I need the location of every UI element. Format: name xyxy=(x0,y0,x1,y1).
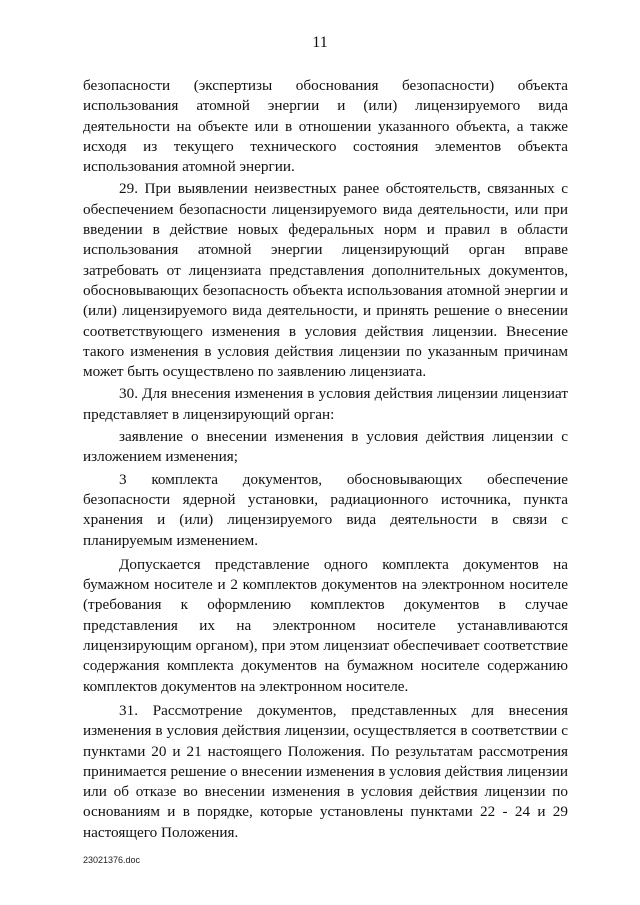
document-body xyxy=(83,76,568,845)
page-number: 11 xyxy=(312,34,328,51)
paragraph-media-note: Допускается представление одного комплекта документов на бумажном носителе и 2 комплектов документов на электронном носителе (требования к оформлению комплектов документов в случае представления их на электронном носителе устанавливаются лицензирующим органом), при этом лицензиат обеспечивает соответствие содержания комплекта документов на бумажном носителе содержанию комплектов документов на электронном носителе. xyxy=(83,555,568,695)
paragraph-item-31: 31. Рассмотрение документов, представленных для внесения изменения в условия действия лицензии, осуществляется в соответствии с пунктами 20 и 21 настоящего Положения. По результатам рассмотрения принимается решение о внесении изменения в условия действия лицензии или об отказе во внесении изменения в условия действия лицензии по основаниям и в порядке, которые установлены пунктами 22 - 24 и 29 настоящего Положения. xyxy=(83,701,568,841)
paragraph-item-30: 30. Для внесения изменения в условия действия лицензии лицензиат представляет в лицензирующий орган: xyxy=(83,385,568,423)
footer-filename: 23021376.doc xyxy=(83,855,141,865)
paragraph-item-29: 29. При выявлении неизвестных ранее обстоятельств, связанных с обеспечением безопасности лицензируемого вида деятельности, или при введении в действие новых федеральных норм и правил в области использования атомной энергии лицензирующий орган вправе затребовать от лицензиата представления дополнительных документов, обосновывающих безопасность объекта использования атомной энергии и (или) лицензируемого вида деятельности, и принять решение о внесении соответствующего изменения в условия действия лицензии. Внесение такого изменения в условия действия лицензии по указанным причинам может быть осуществлено по заявлению лицензиата. xyxy=(83,180,568,381)
paragraph-continuation: безопасности (экспертизы обоснования безопасности) объекта использования атомной энергии и (или) лицензируемого вида деятельности на объекте или в отношении указанного объекта, а также исходя из текущего технического состояния элементов объекта использования атомной энергии. xyxy=(83,77,568,176)
list-item-document-sets: 3 комплекта документов, обосновывающих обеспечение безопасности ядерной установки, радиационного источника, пункта хранения и (или) лицензируемого вида деятельности в связи с планируемым изменением. xyxy=(83,470,568,549)
list-item-application: заявление о внесении изменения в условия действия лицензии с изложением изменения; xyxy=(83,428,568,466)
